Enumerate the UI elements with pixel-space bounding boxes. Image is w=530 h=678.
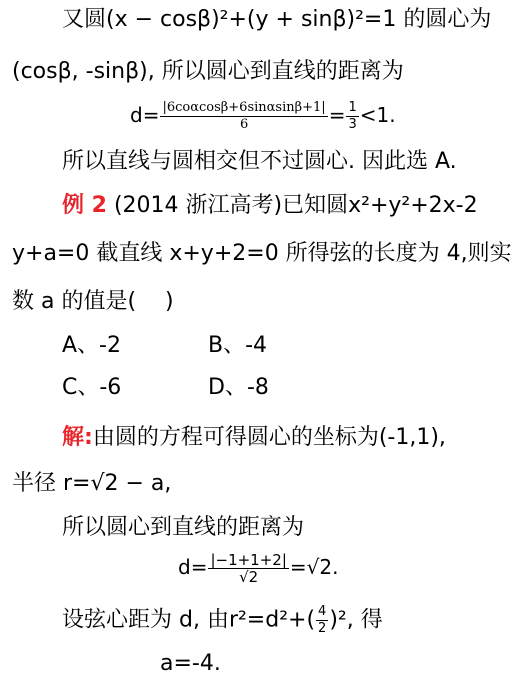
- fraction-denominator-2: 3: [348, 117, 357, 132]
- fraction-denominator: 2: [318, 621, 327, 636]
- text-line-14: 设弦心距为 d, 由r²=d²+( $\frac{4}{2}$ )², 得: [62, 604, 383, 636]
- option-d: D、-8: [208, 375, 269, 400]
- option-c: C、-6: [62, 375, 122, 400]
- distance-formula-1: d= $\frac{\text{|6coαcosβ+6sinαsinβ+1|}}{6}$ = $\frac{1}{3}$ <1.: [130, 100, 396, 132]
- fraction-numerator-2: 1: [348, 100, 357, 115]
- solution-text: 由圆的方程可得圆心的坐标为(-1,1),: [92, 425, 446, 450]
- text-line-12: 所以圆心到直线的距离为: [62, 515, 305, 540]
- text-line-11: 半径 r=√2 − a,: [12, 471, 172, 496]
- text-line-7: 数 a 的值是( ): [12, 289, 174, 314]
- text-line-2: (cosβ, -sinβ), 所以圆心到直线的距离为: [12, 59, 404, 84]
- fraction-denominator: √2: [239, 568, 259, 586]
- distance-formula-2: d= $\frac{|-1+1+2|}{√2}$ =√2.: [178, 551, 339, 586]
- text-line-4: 所以直线与圆相交但不过圆心. 因此选 A.: [62, 149, 457, 174]
- text-line-6: y+a=0 截直线 x+y+2=0 所得弦的长度为 4,则实: [12, 241, 512, 266]
- example-label: 例 2: [62, 193, 107, 218]
- fraction-numerator: 4: [318, 604, 327, 619]
- solution-line: [62, 424, 446, 452]
- solution-label: 解:: [62, 425, 93, 450]
- option-b: B、-4: [208, 333, 268, 358]
- fraction-numerator: |6coαcosβ+6sinαsinβ+1|: [162, 100, 326, 115]
- text-line-1: 又圆(x − cosβ)²+(y + sinβ)²=1 的圆心为: [62, 7, 492, 32]
- example-text: (2014 浙江高考)已知圆x²+y²+2x-2: [106, 193, 478, 218]
- fraction-numerator: |−1+1+2|: [210, 551, 287, 569]
- answer-line: a=-4.: [160, 651, 221, 676]
- example-heading-line: [62, 192, 478, 220]
- option-a: A、-2: [62, 333, 121, 358]
- fraction-denominator: 6: [239, 117, 249, 132]
